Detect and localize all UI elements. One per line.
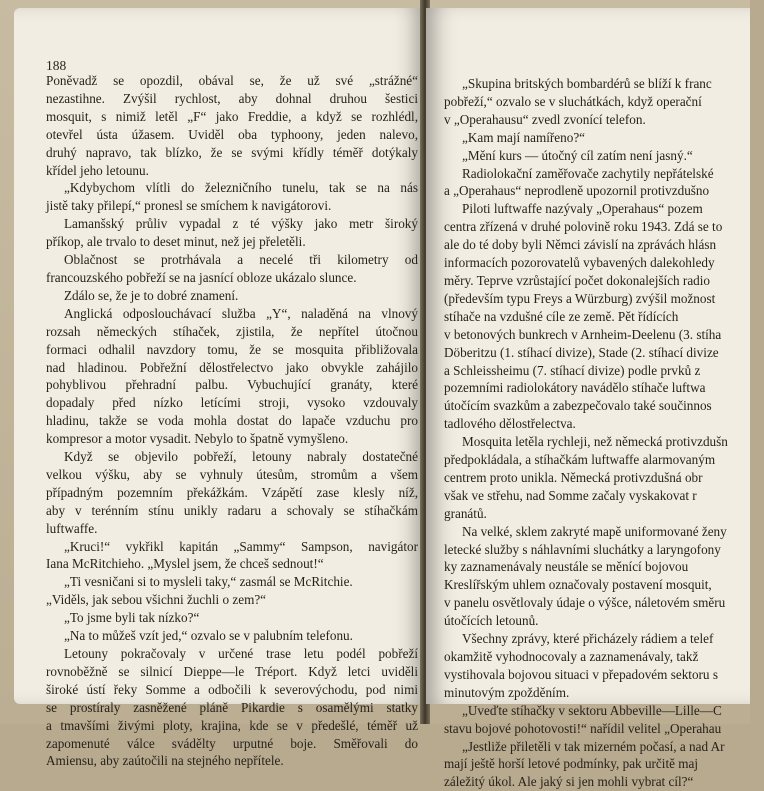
text-line: informacích pozorovatelů vybavených dalekohledy bbox=[444, 255, 715, 271]
text-line: záležitý úkol. Ale jaký si jen mohli vybrat cíl?“ bbox=[444, 774, 694, 790]
text-line: Oblačnost se protrhávala a necelé tři kilometry od bbox=[64, 252, 418, 268]
text-line: v panelu osvětlovaly údaje o výšce, náletovém směru bbox=[444, 595, 726, 611]
text-line: granátů. bbox=[444, 505, 487, 521]
text-line: „Viděls, jak sebou všichni žuchli o zem?“ bbox=[46, 592, 267, 608]
text-line: vystihovala bojovou situaci v přepadovém sektoru s bbox=[444, 666, 718, 682]
text-line: nad hladinou. Pobřežní dělostřelectvo jako obvykle zahájilo bbox=[46, 359, 418, 375]
text-line: mosquit, s nimiž letěl „F“ jako Freddie, a když se rozhlédl, bbox=[46, 108, 418, 124]
text-line: v „Operahausu“ zvedl zvonící telefon. bbox=[444, 111, 646, 127]
text-line: Zdálo se, že je to dobré znamení. bbox=[64, 287, 239, 303]
text-line: (především typu Freys a Würzburg) zvýšil možnost bbox=[444, 290, 716, 306]
text-line: „Kruci!“ vykřikl kapitán „Sammy“ Sampson, navigátor bbox=[64, 538, 418, 554]
text-line: „Mění kurs — útočný cíl zatím není jasný.“ bbox=[462, 147, 693, 163]
text-line: Mosquita letěla rychleji, než německá protivzdušn bbox=[462, 434, 728, 450]
text-line: tadlového dělostřelectva. bbox=[444, 416, 576, 432]
text-line: se prostíraly zasněžené pláně Pikardie s osamělými statky bbox=[46, 699, 418, 715]
text-line: Amiensu, aby zaútočili na stejného nepřítele. bbox=[46, 753, 284, 769]
page-number: 188 bbox=[46, 58, 67, 73]
text-line: aby v terénním stínu unikly radaru a schovaly se stíhačkám bbox=[46, 502, 418, 518]
text-line: „Jestliže přiletěli v tak mizerném počasí, a nad Ar bbox=[462, 738, 725, 754]
left-page-text bbox=[46, 72, 418, 770]
text-line: pozemními radiolokátory navádělo stíhače luftwa bbox=[444, 380, 706, 396]
text-line: stavu bojové pohotovosti!“ nařídil velitel „Operahau bbox=[444, 720, 722, 736]
text-line: hladinu, takže se voda mohla dostat do lapače vzduchu pro bbox=[46, 413, 418, 429]
text-line: Anglická odposlouchávací služba „Y“, naladěná na vlnový bbox=[64, 305, 418, 321]
text-line: „Ti vesničani si to mysleli taky,“ zasmál se McRitchie. bbox=[64, 574, 353, 590]
text-line: stíhače na vzdušné cíle ze země. Pět řídících bbox=[444, 308, 679, 324]
text-line: Když se objevilo pobřeží, letouny nabraly dostatečné bbox=[64, 449, 418, 465]
text-line: Kreslířským uhlem označovaly postavení mosquit, bbox=[444, 577, 712, 593]
text-line: a Schleissheimu (7. stíhací divize) podle prvků z bbox=[444, 362, 701, 378]
text-line: a „Operahaus“ neprodleně upozornil protivzdušno bbox=[444, 183, 710, 199]
text-line: Letouny pokračovaly v určené trase letu podél pobřeží bbox=[64, 646, 418, 661]
text-line: francouzského pobřeží se na jasnící obloze ukázalo slunce. bbox=[46, 269, 357, 285]
text-line: případným pozemním překážkám. Vzápětí zase klesly níž, bbox=[46, 484, 418, 500]
text-line: mají ještě horší letové podmínky, pak určitě maj bbox=[444, 756, 699, 772]
text-line: centra zřízená v druhé polovině roku 1943. Zdá se to bbox=[444, 219, 723, 235]
text-line: Na velké, sklem zakryté mapě uniformované ženy bbox=[462, 523, 727, 539]
text-line: letecké služby s náhlavními sluchátky a laryngofony bbox=[444, 541, 721, 557]
text-line: minutovým zpožděním. bbox=[444, 684, 570, 700]
text-line: v betonových bunkrech v Arnheim-Deelenu (3. stíha bbox=[444, 326, 722, 342]
text-line: pobřeží,“ ozvalo se v sluchátkách, když operační bbox=[444, 93, 702, 109]
text-line: nezastihne. Zvýšil rychlost, aby dohnal druhou šestici bbox=[46, 90, 418, 106]
text-line: dopadaly před nízko letícími stroji, vysoko vzdouvaly bbox=[46, 395, 418, 411]
text-line: okamžitě vyhodnocovaly a zaznamenávaly, takž bbox=[444, 649, 699, 664]
text-line: rozsah německých stíhaček, zjistila, že nepřítel útočnou bbox=[46, 323, 418, 339]
text-line: křídel jeho letounu. bbox=[46, 162, 149, 178]
text-line: „Skupina britských bombardérů se blíží k franc bbox=[462, 76, 712, 91]
text-line: útočícím svazkům a zabezpečovalo také součinnos bbox=[444, 398, 712, 414]
text-line: však ve střehu, nad Somme začaly vyskakovat r bbox=[444, 487, 697, 503]
text-line: „Kdybychom vlítli do železničního tunelu, tak se na nás bbox=[64, 180, 418, 196]
text-line: zapomenuté válce svádělty urputné boje. Směřovali do bbox=[46, 735, 418, 751]
text-line: a tmavšími živými ploty, krajina, kde se v předešlé, téměř už bbox=[46, 717, 418, 733]
text-line: druhý napravo, tak blízko, že se svými křídly téměř dotýkaly bbox=[46, 144, 418, 160]
text-line: příkop, ale trvalo to deset minut, než jej přeletěli. bbox=[46, 234, 306, 250]
text-line: „To jsme byli tak nízko?“ bbox=[64, 610, 200, 626]
text-line: kompresor a motor vysadit. Nebylo to špatně vymyšleno. bbox=[46, 431, 349, 447]
text-line: Iana McRitchieho. „Myslel jsem, že chceš sednout!“ bbox=[46, 556, 324, 572]
text-line: formaci odhalil navzdory tomu, že se mosquita přibližovala bbox=[46, 341, 418, 357]
text-line: otevřel ústa úžasem. Uviděl oba typhoony, jeden nalevo, bbox=[46, 126, 418, 142]
text-line: Radiolokační zaměřovače zachytily nepřátelské bbox=[462, 165, 714, 181]
text-line: Poněvadž se opozdil, obával se, že už své „strážné“ bbox=[46, 73, 418, 88]
text-line: luftwaffe. bbox=[46, 520, 98, 536]
text-line: ky zaznamenávaly neustále se měnící bojovou bbox=[444, 559, 689, 575]
right-page bbox=[426, 8, 750, 790]
text-line: útočících letounů. bbox=[444, 613, 539, 629]
right-page-text bbox=[444, 75, 764, 791]
text-line: „Uveďte stíhačky v sektoru Abbeville—Lille—C bbox=[462, 702, 722, 718]
text-line: jistě taky přilepí,“ pronesl se smíchem k navigátorovi. bbox=[46, 198, 332, 214]
text-line: ale do té doby byli Němci závislí na zprávách hlásn bbox=[444, 237, 717, 253]
text-line: měry. Teprve vzrůstající počet dokonalejších radio bbox=[444, 272, 711, 288]
text-line: „Na to můžeš vzít jed,“ ozvalo se v palubním telefonu. bbox=[64, 628, 353, 644]
text-line: široké ústí řeky Somme a odbočili k severovýchodu, pod nimi bbox=[46, 681, 418, 697]
text-line: Lamanšský průliv vypadal z té výšky jako metr široký bbox=[64, 216, 418, 232]
text-line: pohyblivou přehradní palbu. Vybuchující granáty, které bbox=[46, 377, 418, 393]
text-line: velkou výšku, aby se vyhnuly útesům, stromům a všem bbox=[46, 466, 418, 482]
left-page bbox=[14, 8, 424, 769]
text-line: „Kam mají namířeno?“ bbox=[462, 129, 586, 145]
text-line: Döberitzu (1. stíhací divize), Stade (2. stíhací divize bbox=[444, 344, 719, 360]
text-line: Piloti luftwaffe nazývaly „Operahaus“ pozem bbox=[462, 201, 703, 217]
text-line: rovnoběžně se silnicí Dieppe—le Tréport. Když letci uviděli bbox=[46, 663, 418, 679]
text-line: předpokládala, a stíhačkám luftwaffe alarmovaným bbox=[444, 452, 716, 468]
text-line: Všechny zprávy, které přicházely rádiem a telef bbox=[462, 631, 714, 647]
text-line: centrem proto unikla. Německá protivzdušná obr bbox=[444, 469, 703, 485]
